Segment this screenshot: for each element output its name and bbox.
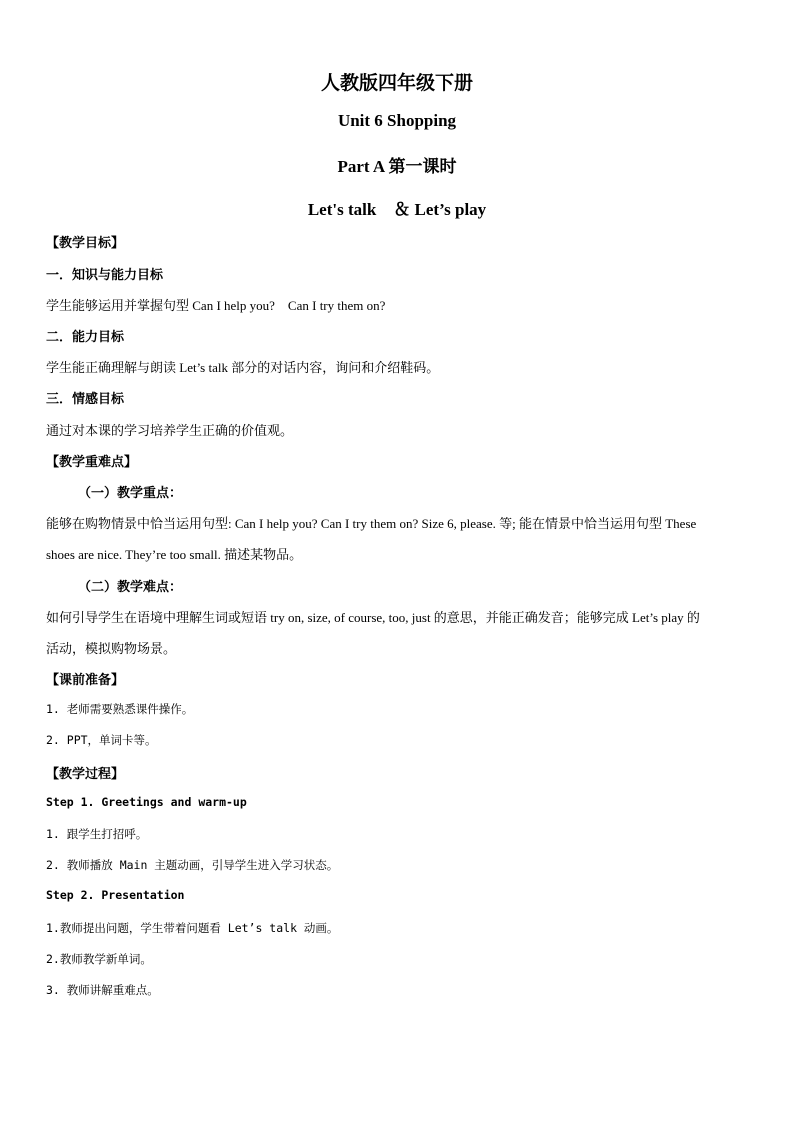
objective-3-title: 三．情感目标 (46, 392, 125, 407)
step-1-item-2: 2. 教师播放 Main 主题动画，引导学生进入学习状态。 (46, 858, 339, 872)
step-2-item-3: 3. 教师讲解重难点。 (46, 983, 159, 997)
step-2-item-2: 2.教师教学新单词。 (46, 952, 152, 966)
part-title: Part A 第一课时 (337, 157, 457, 176)
process-heading: 【教学过程】 (46, 767, 125, 782)
objectives-heading: 【教学目标】 (46, 236, 125, 251)
keypoint-1-line-1: 能够在购物情景中恰当运用句型: Can I help you? Can I try them on? Size 6, please. 等; 能在情景中恰当运用句型 These (46, 516, 697, 531)
objective-2-text: 学生能正确理解与朗读 Let’s talk 部分的对话内容，询问和介绍鞋码。 (46, 360, 440, 375)
step-1-item-1: 1. 跟学生打招呼。 (46, 827, 148, 841)
keypoint-2-title: （二）教学难点： (78, 580, 183, 595)
objective-2-title: 二．能力目标 (46, 330, 125, 345)
step-2-item-1: 1.教师提出问题，学生带着问题看 Let’s talk 动画。 (46, 921, 339, 935)
keypoint-1-line-2: shoes are nice. They’re too small. 描述某物品。 (46, 547, 303, 562)
step-2-title: Step 2. Presentation (46, 888, 185, 902)
objective-1-title: 一．知识与能力目标 (46, 268, 164, 283)
prep-item-2: 2. PPT，单词卡等。 (46, 733, 157, 747)
keypoints-heading: 【教学重难点】 (46, 455, 138, 470)
keypoint-1-title: （一）教学重点： (78, 486, 183, 501)
objective-3-text: 通过对本课的学习培养学生正确的价值观。 (46, 423, 294, 438)
keypoint-2-line-1: 如何引导学生在语境中理解生词或短语 try on, size, of course, too, just 的意思，并能正确发音；能够完成 Let’s play 的 (46, 610, 700, 625)
unit-title: Unit 6 Shopping (337, 111, 457, 130)
step-1-title: Step 1. Greetings and warm-up (46, 795, 247, 809)
keypoint-2-line-2: 活动，模拟购物场景。 (46, 641, 177, 656)
document-title: 人教版四年级下册 (320, 73, 473, 94)
prep-item-1: 1. 老师需要熟悉课件操作。 (46, 702, 194, 716)
objective-1-text: 学生能够运用并掌握句型 Can I help you? Can I try them on? (46, 298, 386, 313)
prep-heading: 【课前准备】 (46, 673, 125, 688)
lesson-title: Let's talk ＆ Let’s play (307, 200, 487, 219)
